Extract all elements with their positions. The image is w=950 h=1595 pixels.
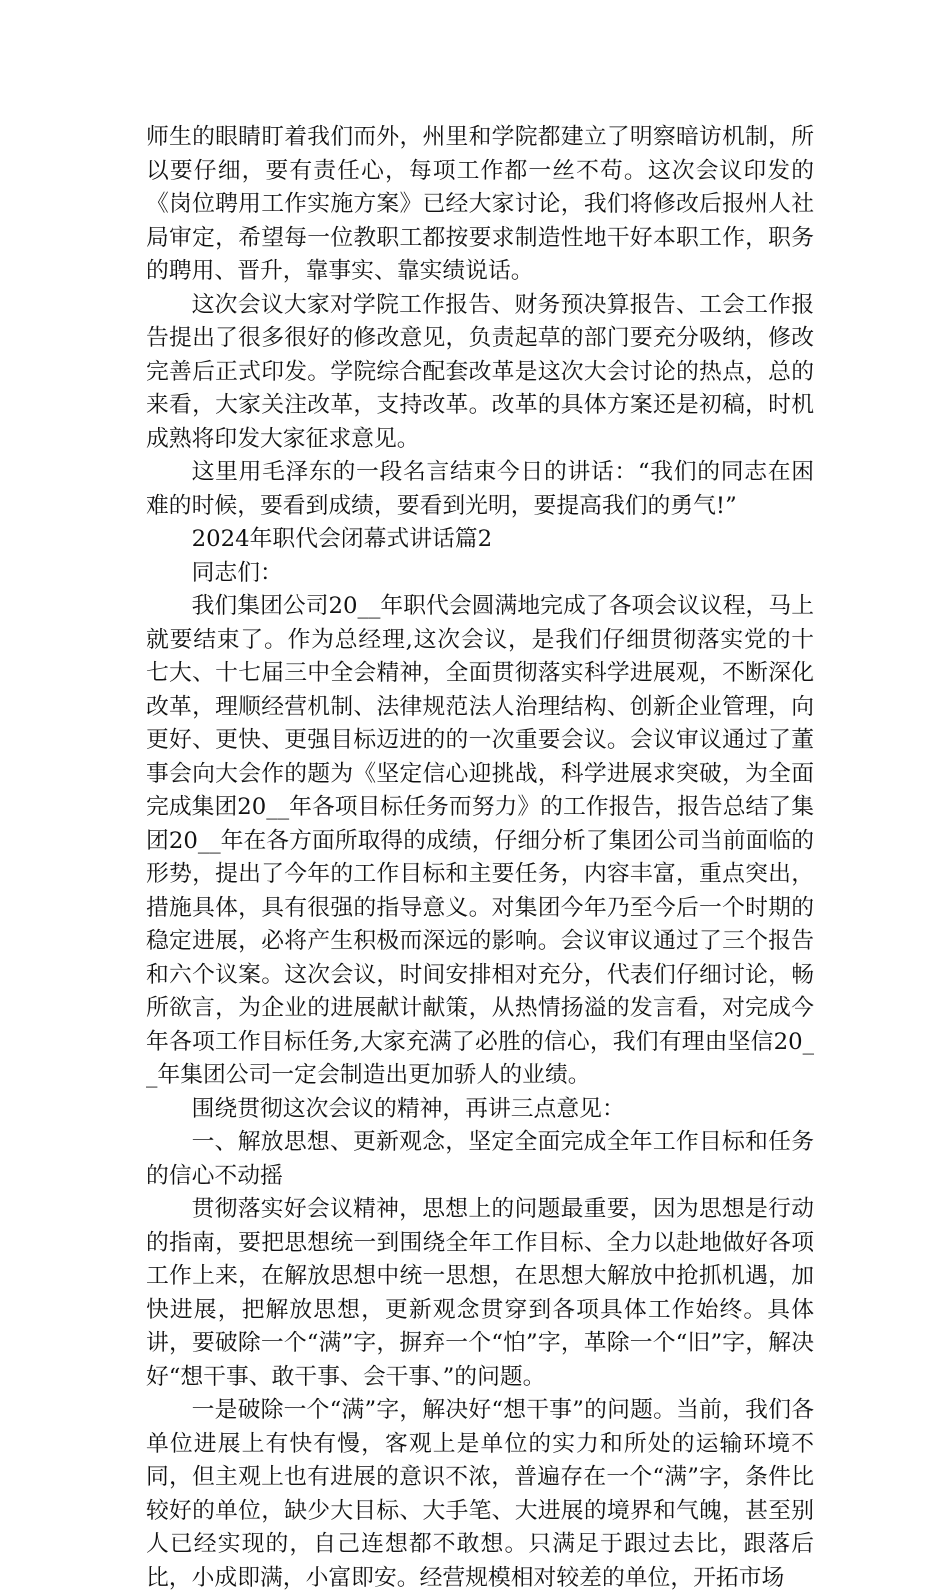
heading-point-one: 一、解放思想、更新观念，坚定全面完成全年工作目标和任务的信心不动摇 <box>146 1129 814 1189</box>
paragraph-10: 一是破除一个“满”字，解决好“想干事”的问题。当前，我们各单位进展上有快有慢，客观上是单位的实力和所处的运输环境不同，但主观上也有进展的意识不浓，普遍存在一个“满”字，条件比较好的单位，缺少大目标、大手笔、大进展的境界和气魄，甚至别人已经实现的，自己连想都不敢想。只满足于跟过去比，跟落后比，小成即满，小富即安。经营规模相对较差的单位，开拓市场 <box>146 1397 814 1591</box>
paragraph-7: 围绕贯彻这次会议的精神，再讲三点意见： <box>191 1095 625 1122</box>
paragraph-6: 我们集团公司20__年职代会圆满地完成了各项会议议程，马上就要结束了。作为总经理,这次会议，是我们仔细贯彻落实党的十七大、十七届三中全会精神，全面贯彻落实科学进展观，不断深化改革，理顺经营机制、法律规范法人治理结构、创新企业管理，向更好、更快、更强目标迈进的的一次重要会议。会议审议通过了董事会向大会作的题为《坚定信心迎挑战，科学进展求突破，为全面完成集团20__年各项目标任务而努力》的工作报告，报告总结了集团20__年在各方面所取得的成绩，仔细分析了集团公司当前面临的形势，提出了今年的工作目标和主要任务，内容丰富，重点突出，措施具体，具有很强的指导意义。对集团今年乃至今后一个时期的稳定进展，必将产生积极而深远的影响。会议审议通过了三个报告和六个议案。这次会议，时间安排相对充分，代表们仔细讨论，畅所欲言，为企业的进展献计献策，从热情扬溢的发言看，对完成今年各项工作目标任务,大家充满了必胜的信心，我们有理由坚信20__年集团公司一定会制造出更加骄人的业绩。 <box>146 593 814 1088</box>
paragraph-9: 贯彻落实好会议精神，思想上的问题最重要，因为思想是行动的指南，要把思想统一到围绕全年工作目标、全力以赴地做好各项工作上来，在解放思想中统一思想，在思想大解放中抢抓机遇，加快进展，把解放思想，更新观念贯穿到各项具体工作始终。具体讲，要破除一个“满”字，摒弃一个“怕”字，革除一个“旧”字，解决好“想干事、敢干事、会干事、”的问题。 <box>146 1196 814 1390</box>
paragraph-1: 师生的眼睛盯着我们而外，州里和学院都建立了明察暗访机制，所以要仔细，要有责任心，每项工作都一丝不苟。这次会议印发的《岗位聘用工作实施方案》已经大家讨论，我们将修改后报州人社局审定，希望每一位教职工都按要求制造性地干好本职工作，职务的聘用、晋升，靠事实、靠实绩说话。 <box>146 124 814 284</box>
document-page <box>146 121 814 1595</box>
paragraph-3: 这里用毛泽东的一段名言结束今日的讲话：“我们的同志在困难的时候，要看到成绩，要看到光明，要提高我们的勇气!” <box>146 459 814 519</box>
section-title: 2024年职代会闭幕式讲话篇2 <box>191 526 493 552</box>
paragraph-2: 这次会议大家对学院工作报告、财务预决算报告、工会工作报告提出了很多很好的修改意见，负责起草的部门要充分吸纳，修改完善后正式印发。学院综合配套改革是这次大会讨论的热点，总的来看，大家关注改革，支持改革。改革的具体方案还是初稿，时机成熟将印发大家征求意见。 <box>146 291 814 452</box>
salutation: 同志们： <box>191 559 283 586</box>
